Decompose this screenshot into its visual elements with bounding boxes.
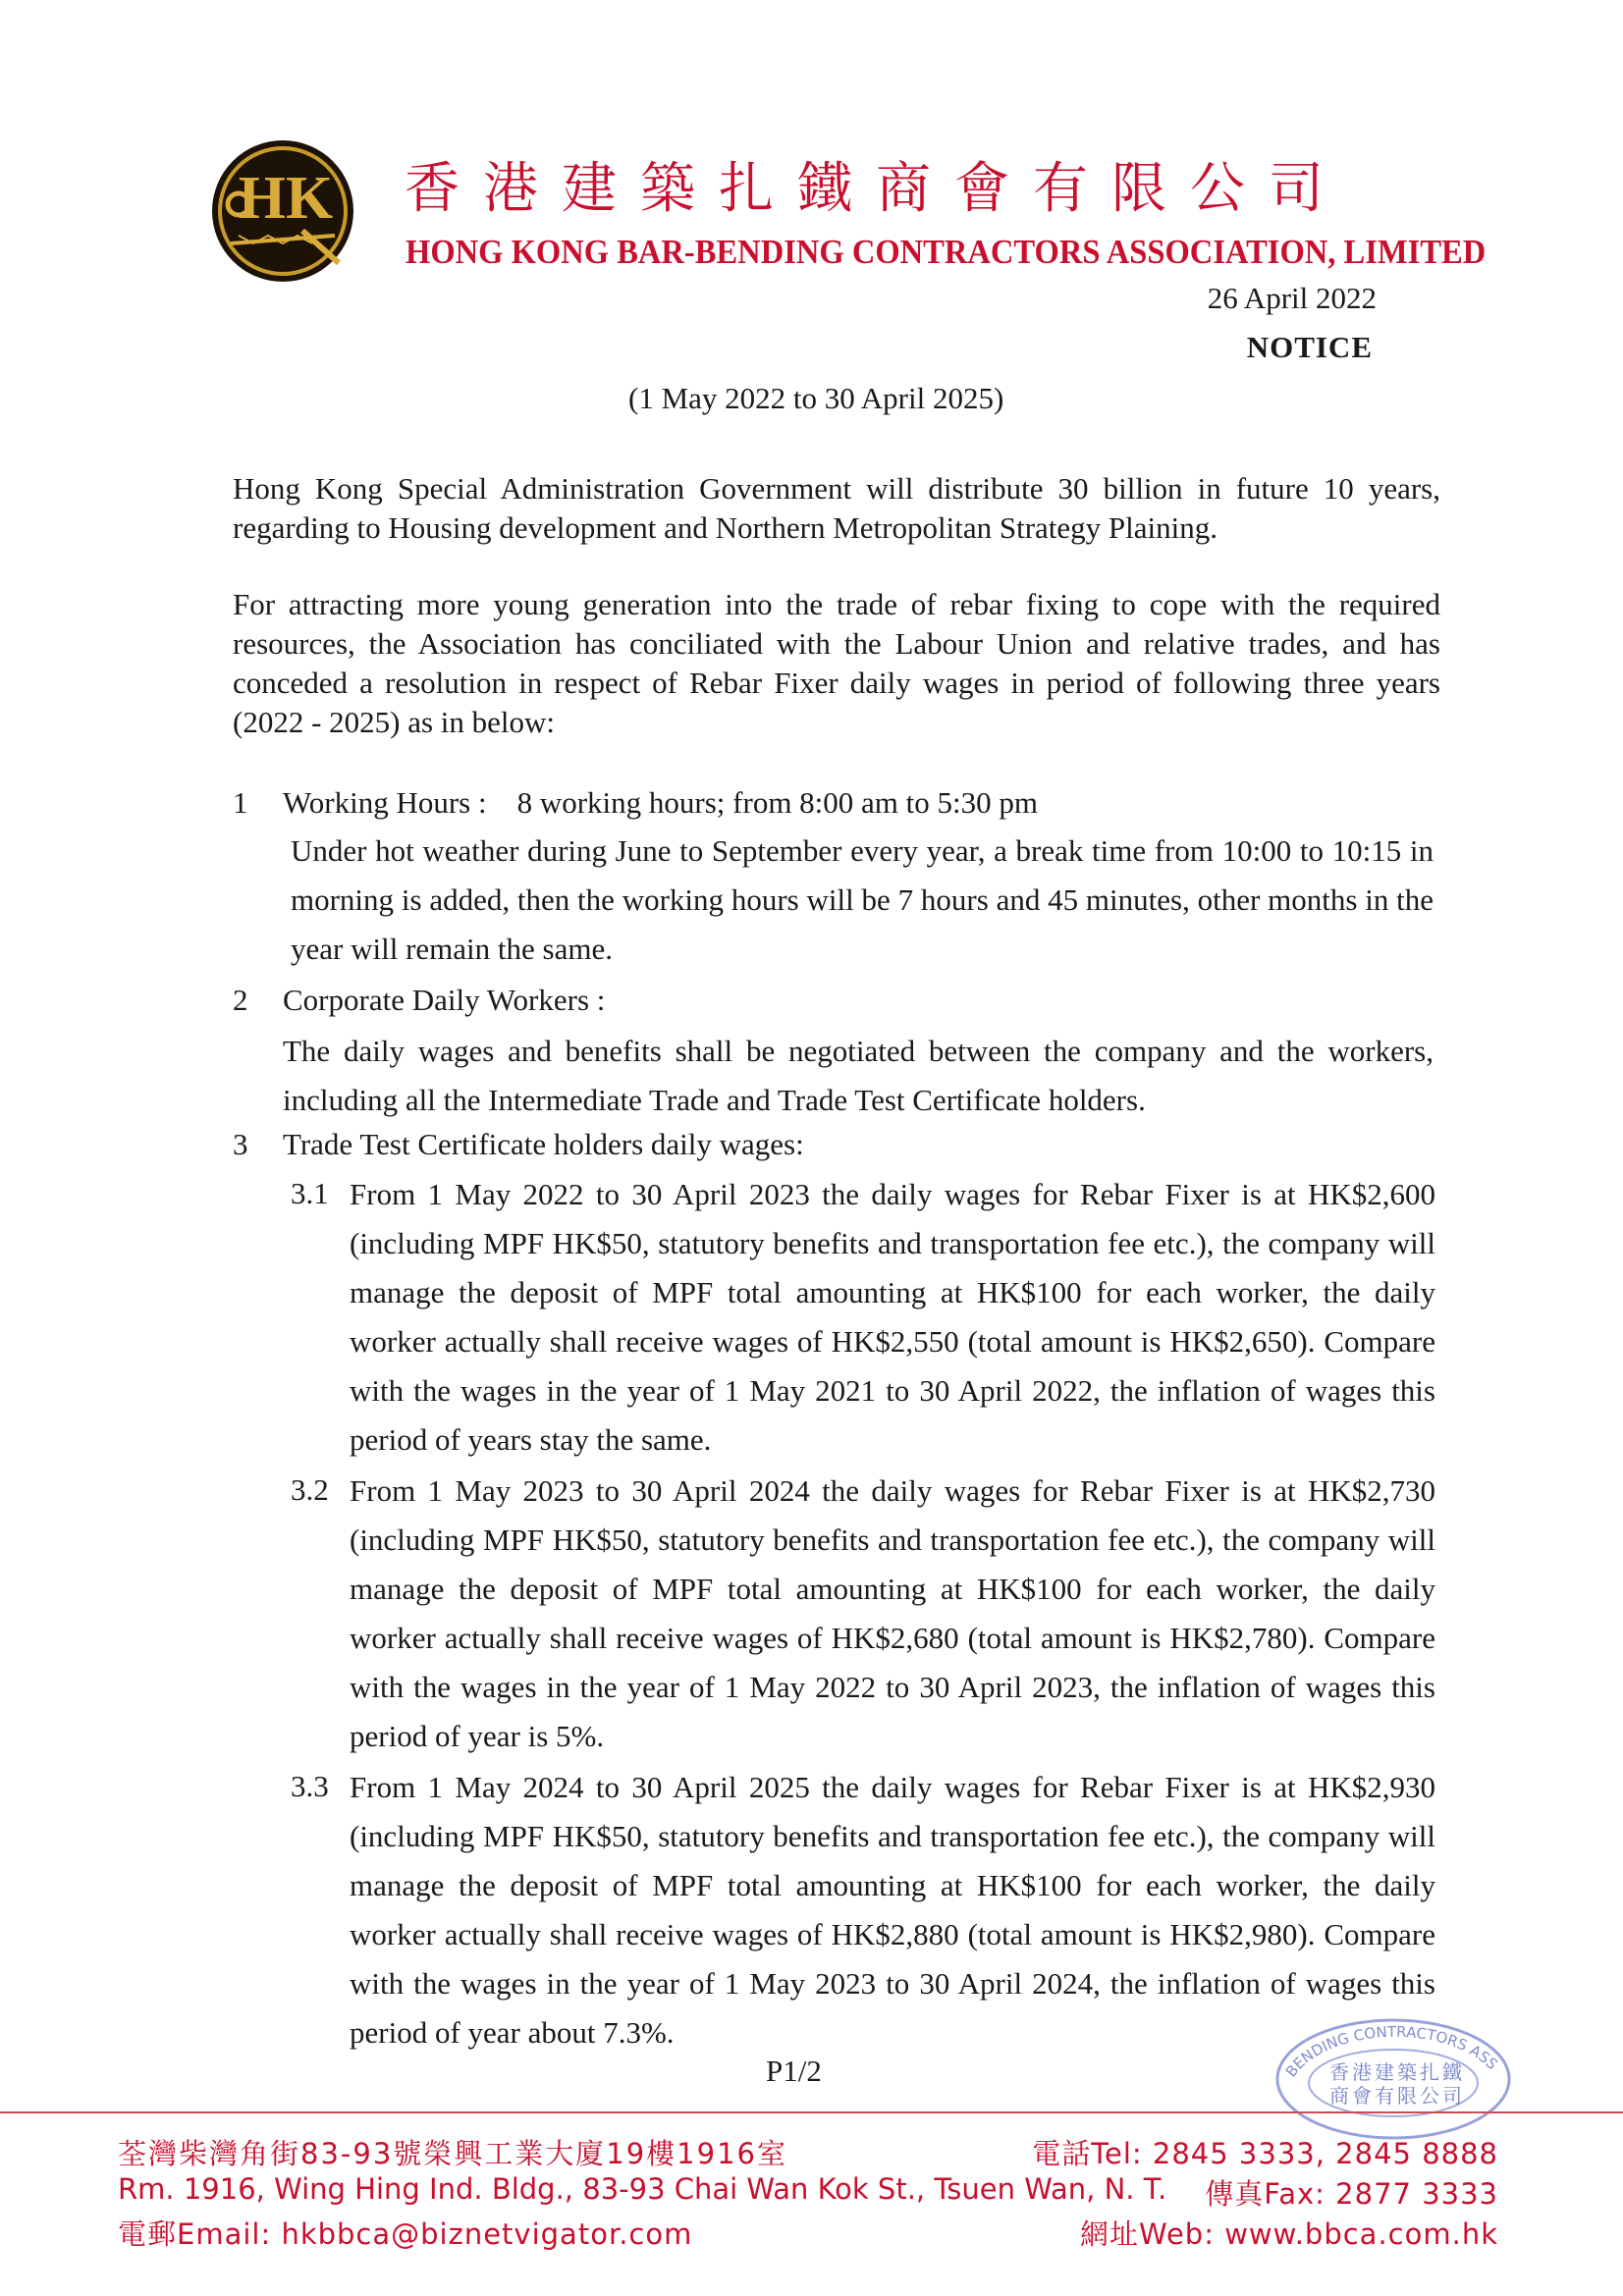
subitem-number: 3.1 xyxy=(291,1176,329,1210)
seal-inner-line-2: 商會有限公司 xyxy=(1329,2084,1465,2108)
item-heading-working-hours: Working Hours : 8 working hours; from 8:00 am to 5:30 pm xyxy=(283,785,1039,820)
association-logo xyxy=(209,137,356,285)
footer-email: 電郵Email: hkbbca@biznetvigator.com xyxy=(118,2217,693,2251)
org-name-chinese: 香港建築扎鐵商會有限公司 xyxy=(405,157,1347,221)
subitem-number: 3.3 xyxy=(291,1769,329,1803)
item-number: 3 xyxy=(233,1127,248,1161)
notice-date: 26 April 2022 xyxy=(1207,281,1377,315)
item-number: 1 xyxy=(233,785,248,820)
subitem-body-2022-2023: From 1 May 2022 to 30 April 2023 the daily wages for Rebar Fixer is at HK$2,600 (including MPF HK$50, statutory benefits and transportation fee etc.), the company will manage the deposit of MPF total amounting at HK$100 for each worker, the daily worker actually shall receive wages of HK$2,550 (total amount is HK$2,650). Compare with the wages in the year of 1 May 2021 to 30 April 2022, the inflation of wages this period of years stay the same. xyxy=(350,1177,1435,1457)
footer-address-english: Rm. 1916, Wing Hing Ind. Bldg., 83-93 Chai Wan Kok St., Tsuen Wan, N. T. xyxy=(118,2172,1167,2206)
footer-telephone: 電話Tel: 2845 3333, 2845 8888 xyxy=(1032,2137,1498,2170)
item-body-working-hours: Under hot weather during June to September every year, a break time from 10:00 to 10:15 in morning is added, then the working hours will be 7 hours and 45 minutes, other months in the year will remain the same. xyxy=(291,833,1434,966)
footer-address-chinese: 荃灣柴灣角街83-93號榮興工業大廈19樓1916室 xyxy=(118,2137,787,2170)
seal-ring-text: BENDING CONTRACTORS ASS xyxy=(1281,2022,1501,2081)
subitem-number: 3.2 xyxy=(291,1472,329,1507)
item-body-corporate-workers: The daily wages and benefits shall be negotiated between the company and the workers, including all the Intermediate Trade and Trade Test Certificate holders. xyxy=(283,1034,1434,1117)
intro-paragraph: Hong Kong Special Administration Government will distribute 30 billion in future 10 years, regarding to Housing development and Northern Metropolitan Strategy Plaining. xyxy=(233,471,1440,545)
footer-divider xyxy=(0,2111,1623,2113)
org-name-english: HONG KONG BAR-BENDING CONTRACTORS ASSOCIATION, LIMITED xyxy=(406,233,1487,271)
item-number: 2 xyxy=(233,983,248,1017)
page-number: P1/2 xyxy=(766,2054,822,2088)
logo-monogram: HK xyxy=(238,165,334,232)
footer-website: 網址Web: www.bbca.com.hk xyxy=(1079,2217,1498,2251)
seal-inner-line-1: 香港建築扎鐵 xyxy=(1329,2060,1465,2084)
company-seal-stamp xyxy=(1260,2001,1527,2140)
subitem-body-2023-2024: From 1 May 2023 to 30 April 2024 the daily wages for Rebar Fixer is at HK$2,730 (including MPF HK$50, statutory benefits and transportation fee etc.), the company will manage the deposit of MPF total amounting at HK$100 for each worker, the daily worker actually shall receive wages of HK$2,680 (total amount is HK$2,780). Compare with the wages in the year of 1 May 2022 to 30 April 2023, the inflation of wages this period of year is 5%. xyxy=(350,1473,1435,1753)
notice-period: (1 May 2022 to 30 April 2025) xyxy=(628,381,1004,415)
resolution-paragraph: For attracting more young generation into the trade of rebar fixing to cope with the required resources, the Association has conciliated with the Labour Union and relative trades, and has conceded a resolution in respect of Rebar Fixer daily wages in period of following three years (2022 - 2025) as in below: xyxy=(233,587,1440,739)
notice-title: NOTICE xyxy=(1246,330,1373,364)
item-heading-corporate-workers: Corporate Daily Workers : xyxy=(283,983,606,1017)
footer-fax: 傳真Fax: 2877 3333 xyxy=(1205,2177,1498,2211)
subitem-body-2024-2025: From 1 May 2024 to 30 April 2025 the daily wages for Rebar Fixer is at HK$2,930 (including MPF HK$50, statutory benefits and transportation fee etc.), the company will manage the deposit of MPF total amounting at HK$100 for each worker, the daily worker actually shall receive wages of HK$2,880 (total amount is HK$2,980). Compare with the wages in the year of 1 May 2023 to 30 April 2024, the inflation of wages this period of year about 7.3%. xyxy=(350,1770,1435,2050)
item-heading-trade-test-wages: Trade Test Certificate holders daily wages: xyxy=(283,1127,804,1161)
